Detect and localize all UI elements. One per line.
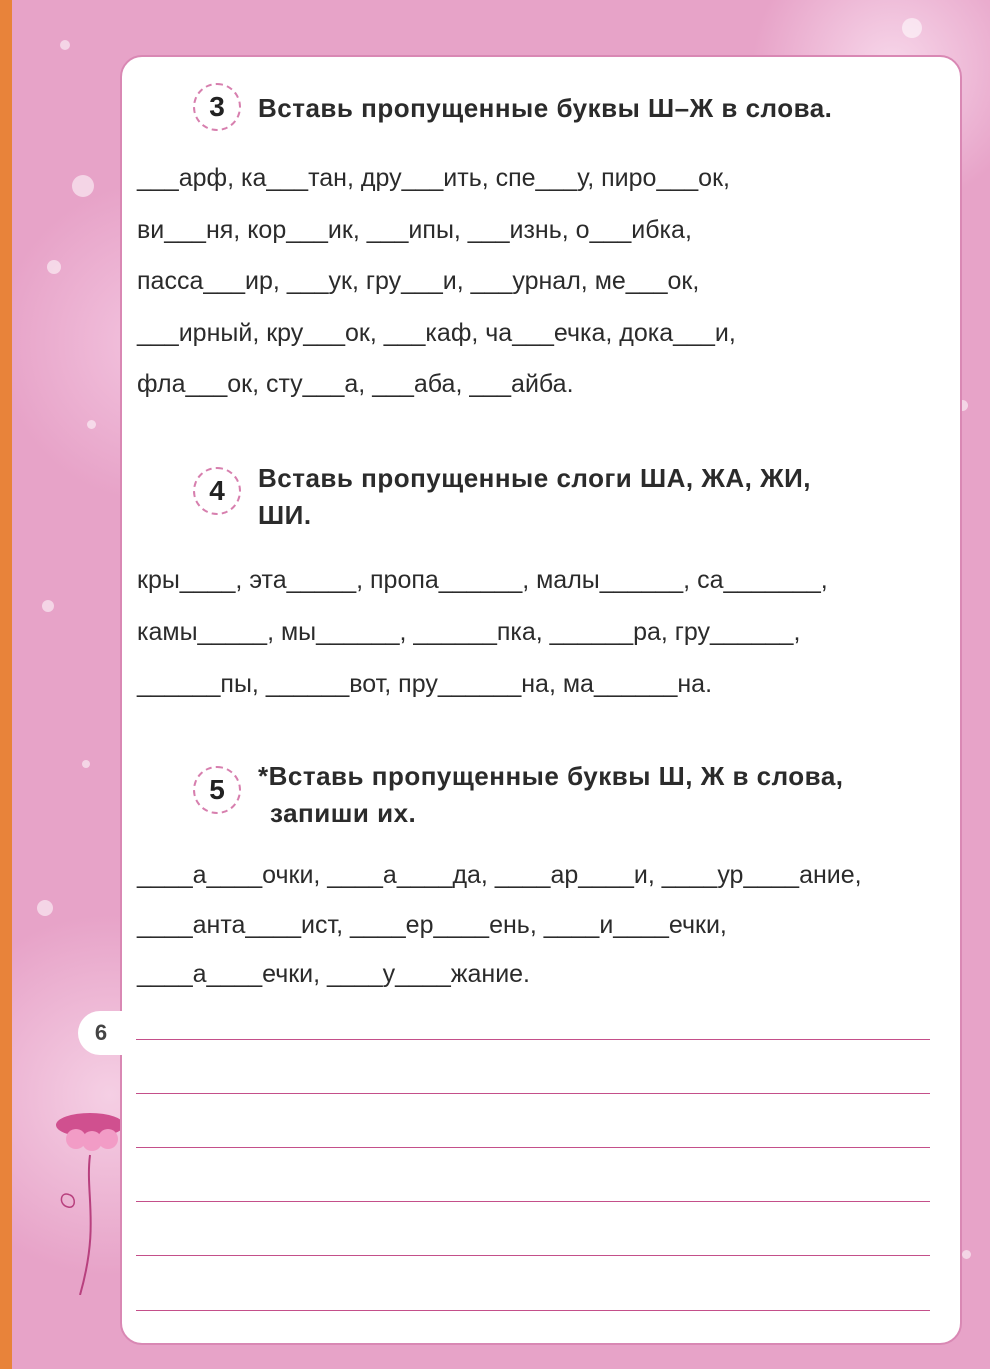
task-3-row: пасса___ир, ___ук, гру___и, ___урнал, ме___ок, [137,267,700,295]
heading-line: Вставь пропущенные буквы Ш–Ж в слова. [258,93,833,123]
task-3-heading [258,90,832,127]
task-5-heading [258,758,844,832]
task-4-number-badge: 4 [193,467,241,515]
orange-page-edge [0,0,12,1369]
writing-line[interactable] [136,1201,930,1202]
task-3-row: ___ирный, кру___ок, ___каф, ча___ечка, дока___и, [137,319,736,347]
task-3-row: ви___ня, кор___ик, ___ипы, ___изнь, о___ибка, [137,216,692,244]
task-5-number-badge: 5 [193,766,241,814]
task-5-row: ____анта____ист, ____ер____ень, ____и____ечки, [137,911,727,939]
worksheet-card [120,55,962,1345]
task-5-row: ____а____ечки, ____у____жание. [137,960,531,988]
writing-line[interactable] [136,1039,930,1040]
heading-line: Вставь пропущенные слоги ША, ЖА, ЖИ, [258,463,811,493]
heading-line: *Вставь пропущенные буквы Ш, Ж в слова, [258,761,844,791]
writing-line[interactable] [136,1255,930,1256]
task-3-row: фла___ок, сту___а, ___аба, ___айба. [137,370,574,398]
task-4-row: ______пы, ______вот, пру______на, ма______на. [137,670,713,698]
heading-line: ШИ. [258,500,312,530]
task-3-number-badge: 3 [193,83,241,131]
task-5-row: ____а____очки, ____а____да, ____ар____и, ____ур____ание, [137,861,862,889]
writing-line[interactable] [136,1147,930,1148]
writing-line[interactable] [136,1093,930,1094]
task-3-row: ___арф, ка___тан, дру___ить, спе___у, пиро___ок, [137,164,730,192]
flower-icon [40,1095,120,1295]
task-4-row: кры____, эта_____, пропа______, малы______, са_______, [137,566,828,594]
task-4-heading [258,460,811,534]
task-4-row: камы_____, мы______, ______пка, ______ра, гру______, [137,618,801,646]
heading-line: запиши их. [270,798,417,828]
page-number: 6 [78,1011,124,1055]
writing-line[interactable] [136,1310,930,1311]
